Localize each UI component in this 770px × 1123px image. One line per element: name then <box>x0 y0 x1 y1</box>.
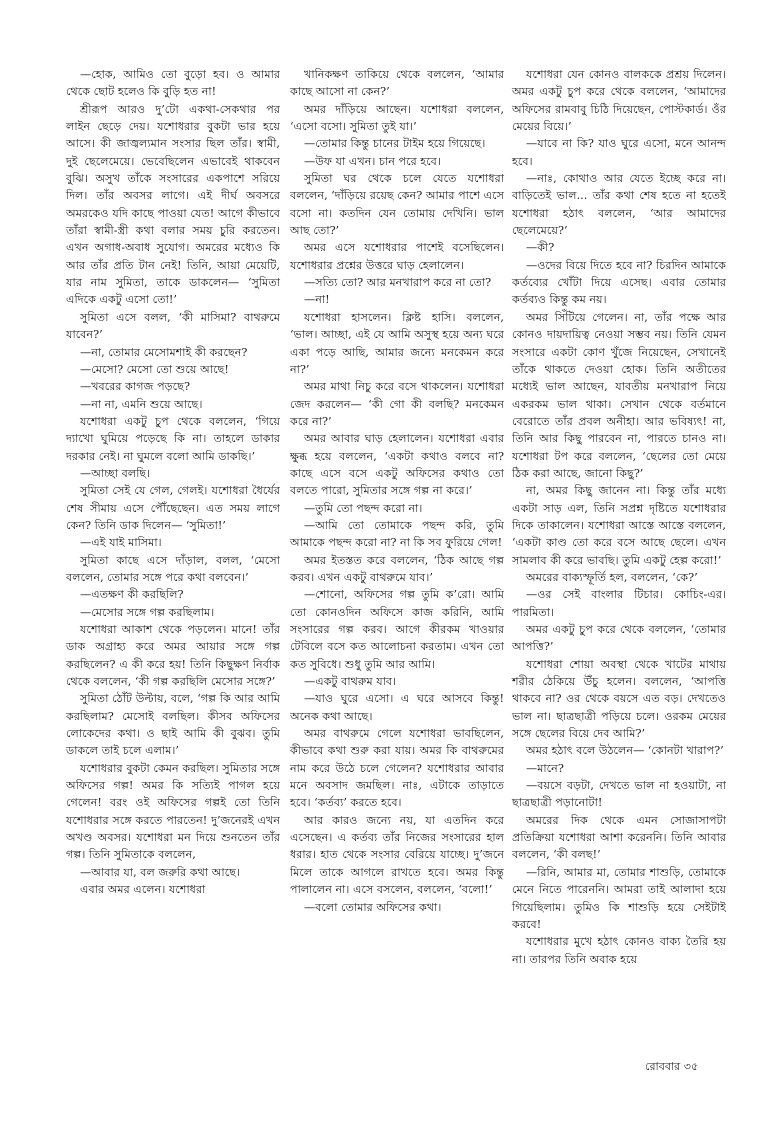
text-column-2 <box>290 66 504 916</box>
paragraph: —না, তোমার মেসোমশাই কী করছেন? <box>80 345 248 359</box>
paragraph: যশোধরা হাসলেন। ক্লিষ্ট হাসি। বললেন, ‘ভাল। আচ্ছা, এই যে আমি অসুস্থ হয়ে অন্য ঘরে একা পড়ে আছি, আমার জন্যে মনকেমন করে না?’ <box>290 310 504 376</box>
paragraph: —আমি তো তোমাকে পছন্দ করি, তুমি আমাকে পছন্দ করো না? না কি সব ফুরিয়ে গেল! <box>290 518 504 550</box>
paragraph: সুমিতা এসে বলল, ‘কী মাসিমা? বাথরুমে যাবেন?’ <box>66 310 280 342</box>
paragraph: অমর আবার ঘাড় হেলালেন। যশোধরা এবার ক্ষুব্ধ হয়ে বললেন, ‘একটা কথাও বলবে না? কাছে এসে বসে একটু অফিসের কথাও তো বলতে পারো, সুমিতার সঙ্গে গল্প না করে।’ <box>290 432 504 498</box>
paragraph: অমর এসে যশোধরার পাশেই বসেছিলেন। যশোধরার প্রশ্নের উত্তরে ঘাড় হেলালেন। <box>290 241 504 272</box>
paragraph: —উফ যা এখন। চান পরে হবে। <box>304 154 441 168</box>
paragraph: —না না, এমনি শুয়ে আছে। <box>80 397 203 411</box>
paragraph: —হোক, আমিও তো বুড়ো হব। ও আমার থেকে ছোট হলেও কি বুড়ি হত না! <box>66 68 280 99</box>
paragraph: —তুমি তো পছন্দ করো না। <box>304 501 423 515</box>
paragraph: —মেসোর সঙ্গে গল্প করছিলাম। <box>80 605 215 619</box>
paragraph: যশোধরার বুকটা কেমন করছিল। সুমিতার সঙ্গে অফিসের গল্প! অমর কি সত্যিই পাগল হয়ে গেলেন! বরং ওই অফিসের গল্পই তো তিনি যশোধরার সঙ্গে করতে পারতেন! দু’জনেরই এখন অখণ্ড অবসর। যশোধরা মন দিয়ে শুনতেন তাঁর গল্প। তিনি সুমিতাকে বললেন, <box>66 761 280 862</box>
paragraph: অমর দাঁড়িয়ে আছেন। যশোধরা বললেন, ‘এসো বসো। সুমিতা তুই যা।’ <box>290 102 504 134</box>
paragraph: অমর বাথরুমে গেলে যশোধরা ভাবছিলেন, কীভাবে কথা শুরু করা যায়। অমর কি বাথরুমের নাম করে উঠে চলে গেলেন? যশোধরার আবার মনে অবসাদ জমছিল। নাঃ, এটাকে তাড়াতে হবে। ‘কর্তব্য’ করতে হবে। <box>290 727 504 810</box>
paragraph: যশোধরা শোয়া অবস্থা থেকে খাটের মাথায় শরীর ঠেকিয়ে উঁচু হলেন। বললেন, ‘আপত্তি থাকবে না? ওর থেকে বয়সে এত বড়। দেখতেও ভাল না। ছাত্রছাত্রী পড়িয়ে চলে। ওরকম মেয়ের সঙ্গে ছেলের বিয়ে দেব আমি?’ <box>512 657 726 741</box>
paragraph: অমর ইতস্তত করে বললেন, ‘ঠিক আছে গল্প করব। এখন একটু বাথরুমে যাব।’ <box>290 553 504 584</box>
paragraph: —খবরের কাগজ পড়ছে? <box>80 380 190 394</box>
paragraph: —একটু বাথরুম যাব। <box>304 675 397 689</box>
paragraph: সুমিতা ঠোঁট উল্টায়, বলে, ‘গল্প কি আর আমি করছিলাম? মেসোই বলছিল। কীসব অফিসের লোকেদের কথা। ও ছাই আমি কী বুঝব। তুমি ডাকলে তাই চলে এলাম।’ <box>66 692 280 758</box>
paragraph: যশোধরার মুখে হঠাৎ কোনও বাক্য তৈরি হয় না। তারপর তিনি অবাক হয়ে <box>512 935 726 966</box>
paragraph: —ওর সেই বাংলার টিচার। কোচিং-এর। পারমিতা। <box>512 588 726 619</box>
paragraph: —রিনি, আমার মা, তোমার শাশুড়ি, তোমাকে মেনে নিতে পারেননি। আমরা তাই আলাদা হয়ে গিয়েছিলাম। তুমিও কি শাশুড়ি হয়ে সেইটাই করবে! <box>512 865 726 931</box>
paragraph: —কী? <box>526 241 555 255</box>
paragraph: অমর হঠাৎ বলে উঠলেন— ‘কোনটা খারাপ?’ <box>526 744 724 758</box>
text-column-3 <box>512 66 726 968</box>
paragraph: —তোমার কিন্তু চানের টাইম হয়ে গিয়েছে। <box>304 137 486 151</box>
paragraph: যশোধরা একটু চুপ থেকে বললেন, ‘গিয়ে দ্যাখো ঘুমিয়ে পড়েছে কি না। তাহলে ডাকার দরকার নেই। না ঘুমলে বলো আমি ডাকছি।’ <box>66 414 280 463</box>
paragraph: —শোনো, অফিসের গল্প তুমি ক’রো। আমি তো কোনওদিন অফিসে কাজ করিনি, আমি সংসারের গল্প করব। আগে কীরকম খাওয়ার টেবিলে বসে কত আলোচনা করতাম। এখন তো কত সুবিধে। শুধু তুমি আর আমি। <box>290 588 504 671</box>
paragraph: অমর মাথা নিচু করে বসে থাকলেন। যশোধরা জেদ করলেন— ‘কী গো কী বলছি? মনকেমন করে না?’ <box>290 380 504 428</box>
paragraph: অমর একটু চুপ করে থেকে বললেন, ‘তোমার আপত্তি?’ <box>512 623 726 654</box>
paragraph: —এই যাই মাসিমা। <box>80 536 162 550</box>
paragraph: —বলো তোমার অফিসের কথা। <box>304 900 442 914</box>
paragraph: —বয়সে বড়টা, দেখতে ভাল না হওয়াটা, না ছাত্রছাত্রী পড়ানোটা! <box>512 779 726 810</box>
paragraph: শ্রীরূপ আরও দু’টো একথা-সেকথার পর লাইন ছেড়ে দেয়। যশোধরার বুকটা ভার হয়ে আসে। কী জাজ্বল্যমান সংসার ছিল তাঁর। স্বামী, দুই ছেলেমেয়ে। ভেবেছিলেন এভাবেই থাকবেন বুঝি। অসুখ তাঁকে সংসারের একপাশে সরিয়ে দিল। তাঁর অবসর লাগে। এই দীর্ঘ অবসরে অমরকেও যদি কাছে পাওয়া যেত! আগে কীভাবে তাঁরা স্বামী-স্ত্রী কথা বলার সময় চুরি করতেন। এখন অগাধ-অবাধ সুযোগ। অমরের মধ্যেও কি আর তাঁর প্রতি টান নেই! তিনি, আয়া মেয়েটি, যার নাম সুমিতা, তাকে ডাকলেন— ‘সুমিতা এদিকে একটু এসো তো!’ <box>66 102 280 307</box>
paragraph: সুমিতা কাছে এসে দাঁড়াল, বলল, ‘মেসো বললেন, তোমার সঙ্গে পরে কথা বলবেন।’ <box>66 553 280 584</box>
paragraph: অমরের বাক্যস্ফূর্তি হল, বললেন, ‘কে?’ <box>526 570 698 584</box>
paragraph: সুমিতা ঘর থেকে চলে যেতে যশোধরা বললেন, ‘দাঁড়িয়ে রয়েছ কেন? আমার পাশে এসে বসো না। কতদিন যেন তোমায় দেখিনি। ভাল আছ তো?’ <box>290 172 504 238</box>
paragraph: —মেসো? মেসো তো শুয়ে আছে! <box>80 362 229 376</box>
paragraph: সুমিতা সেই যে গেল, গেলই। যশোধরা ধৈর্যের শেষ সীমায় এসে পৌঁছেছেন। এত সময় লাগে কেন? তিনি ডাক দিলেন— ‘সুমিতা!’ <box>66 484 280 532</box>
paragraph: আর কারও জন্যে নয়, যা এতদিন করে এসেছেন। এ কর্তব্য তাঁর নিজের সংসারের হাল ধরার। হাত থেকে সংসার বেরিয়ে যাচ্ছে। দু’জনে মিলে তাকে আগলে রাখতে হবে। অমর কিন্তু পালালেন না। এসে বসলেন, বললেন, ‘বলো!’ <box>290 813 504 897</box>
paragraph: —আবার যা, বল জরুরি কথা আছে। <box>80 865 241 879</box>
paragraph: না, অমর কিছু জানেন না। কিন্তু তাঁর মধ্যে একটা সাড় এল, তিনি সপ্রশ্ন দৃষ্টিতে যশোধরার দিকে তাকালেন। যশোধরা আস্তে আস্তে বললেন, ‘একটা কাণ্ড তো করে বসে আছে ছেলে। এখন সামলাব কী করে ভাবছি। তুমি একটু হেল্প করো!’ <box>512 484 726 567</box>
paragraph: —নাঃ, কোথাও আর যেতে ইচ্ছে করে না। বাড়িতেই ভাল... তাঁর কথা শেষ হতে না হতেই যশোধরা হঠাৎ বললেন, ‘আর আমাদের ছেলেমেয়ে?’ <box>512 172 726 238</box>
paragraph: অমরের দিক থেকে এমন সোজাসাপটা প্রতিক্রিয়া যশোধরা আশা করেননি। তিনি আবার বললেন, ‘কী বলছ!’ <box>512 813 726 862</box>
paragraph: —ওদের বিয়ে দিতে হবে না? চিরদিন আমাকে কর্তব্যের খোঁটা দিয়ে এসেছ। এবার তোমার কর্তব্যও কিন্তু কম নয়। <box>512 258 726 307</box>
paragraph: এবার অমর এলেন। যশোধরা <box>80 883 206 897</box>
paragraph: —যাও ঘুরে এসো। এ ঘরে আসবে কিন্তু! অনেক কথা আছে। <box>290 692 504 723</box>
page-footer: রোববার ৩৫ <box>645 1060 698 1073</box>
paragraph: —না! <box>304 293 330 307</box>
paragraph: যশোধরা যেন কোনও বালককে প্রশ্রয় দিলেন। অমর একটু চুপ করে থেকে বললেন, ‘আমাদের অফিসের রামবাবু চিঠি দিয়েছেন, পোস্টকার্ড। ওঁর মেয়ের বিয়ে।’ <box>512 68 726 134</box>
text-column-1 <box>66 66 280 899</box>
paragraph: খানিকক্ষণ তাকিয়ে থেকে বললেন, ‘আমার কাছে আসো না কেন?’ <box>290 68 504 99</box>
paragraph: —সত্যি তো? আর মনখারাপ করে না তো? <box>304 276 492 290</box>
paragraph: —আচ্ছা বলছি। <box>80 466 151 480</box>
paragraph: অমর সিঁটিয়ে গেলেন। না, তাঁর পক্ষে আর কোনও দায়দায়িত্ব নেওয়া সম্ভব নয়। তিনি যেমন সংসারে একটা কোণ খুঁজে নিয়েছেন, সেখানেই তাঁকে থাকতে দেওয়া হোক। তিনি অতীতের মধ্যেই ভাল আছেন, যাবতীয় মনখারাপ নিয়ে একরকম ভাল থাকা। সেখান থেকে বর্তমানে বেরোতে তাঁর প্রবল অনীহা। আর ভবিষ্যৎ! না, তিনি আর কিছু পারবেন না, পারতে চানও না। যশোধরা টপ করে বললেন, ‘ছেলের তো মেয়ে ঠিক করা আছে, জানো কিছু?’ <box>512 310 726 480</box>
paragraph: —যাবে না কি? যাও ঘুরে এসো, মনে আনন্দ হবে। <box>512 137 726 168</box>
paragraph: —এতক্ষণ কী করছিলি? <box>80 588 184 602</box>
paragraph: —মানে? <box>526 761 564 775</box>
paragraph: যশোধরা আকাশ থেকে পড়লেন। মানে! তাঁর ডাক অগ্রাহ্য করে অমর আয়ার সঙ্গে গল্প করছিলেন? এ কী করে হয়! তিনি কিছুক্ষণ নির্বাক থেকে বললেন, ‘কী গল্প করছিলি মেসোর সঙ্গে?’ <box>66 623 280 689</box>
